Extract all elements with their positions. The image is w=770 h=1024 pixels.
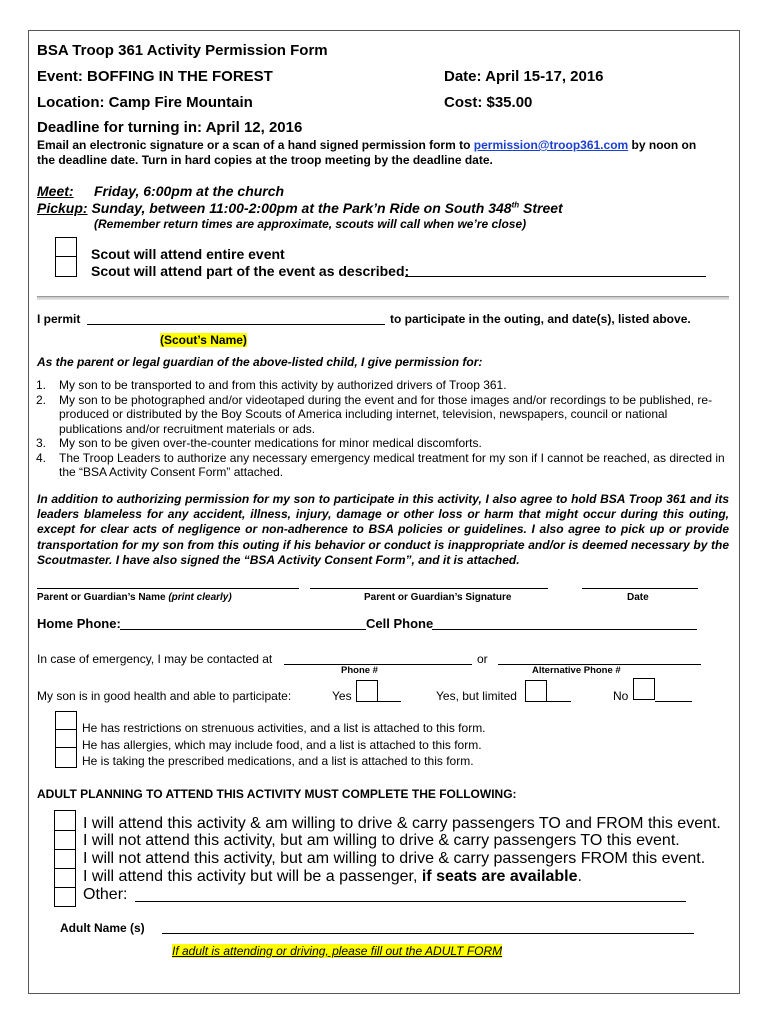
permit-prefix: I permit <box>37 312 81 326</box>
adult-option-2-checkbox[interactable] <box>54 830 76 850</box>
health-no-underline <box>655 701 692 702</box>
list-item: 2. My son to be photographed and/or videotaped during the event and for those images and/or recordings to be published, re-produced or distributed by the Boy Scouts of America including internet, television, newspapers, council or national publications and/or recruitment materials or ads. <box>36 392 713 436</box>
adult-form-note: If adult is attending or driving, please fill out the ADULT FORM <box>172 944 503 958</box>
meet-line: Meet: <box>37 183 74 199</box>
adult-heading: ADULT PLANNING TO ATTEND THIS ACTIVITY MUST COMPLETE THE FOLLOWING: <box>37 787 517 801</box>
attend-part-label: Scout will attend part of the event as described: <box>91 263 410 279</box>
emergency-contact-label: In case of emergency, I may be contacted at <box>37 652 273 666</box>
pickup-line: Pickup: Sunday, between 11:00-2:00pm at the Park’n Ride on South 348th Street <box>37 200 563 216</box>
permit-suffix: to participate in the outing, and date(s), listed above. <box>390 312 691 326</box>
event-date: Date: April 15-17, 2016 <box>444 68 604 85</box>
email-instructions-2: the deadline date. Turn in hard copies at the troop meeting by the deadline date. <box>37 153 493 167</box>
medication-label: He is taking the prescribed medications, and a list is attached to this form. <box>82 754 474 768</box>
home-phone-label: Home Phone: <box>37 616 121 631</box>
list-item: 1. My son to be transported to and from this activity by authorized drivers of Troop 361. <box>36 378 507 392</box>
list-item: 3. My son to be given over-the-counter medications for minor medical discomforts. <box>36 436 482 450</box>
adult-option-2-label: I will not attend this activity, but am willing to drive & carry passengers TO this event. <box>83 832 680 849</box>
attend-entire-label: Scout will attend entire event <box>91 246 285 262</box>
health-no-label: No <box>613 689 629 703</box>
date-label: Date <box>627 592 649 603</box>
list-item: 4. The Troop Leaders to authorize any necessary emergency medical treatment for my son if I cannot be reached, as directed in the “BSA Activity Consent Form” attached. <box>36 450 725 479</box>
adult-name-line[interactable] <box>162 933 694 934</box>
signature-date-line[interactable] <box>582 588 698 589</box>
email-link[interactable]: permission@troop361.com <box>473 138 629 152</box>
attend-part-checkbox[interactable] <box>55 256 77 277</box>
consent-intro: As the parent or legal guardian of the above-listed child, I give permission for: <box>37 355 483 369</box>
consent-list <box>36 378 726 480</box>
health-limited-checkbox[interactable] <box>525 680 547 702</box>
medication-checkbox[interactable] <box>55 747 77 768</box>
adult-other-checkbox[interactable] <box>54 887 76 907</box>
event-cost: Cost: $35.00 <box>444 94 533 111</box>
allergy-label: He has allergies, which may include food, and a list is attached to this form. <box>82 738 482 752</box>
adult-option-3-label: I will not attend this activity, but am willing to drive & carry passengers FROM this event. <box>83 850 706 867</box>
restriction-label: He has restrictions on strenuous activities, and a list is attached to this form. <box>82 721 486 735</box>
adult-option-1-checkbox[interactable] <box>54 810 76 831</box>
return-note: (Remember return times are approximate, scouts will call when we’re close) <box>94 217 527 231</box>
cell-phone-label: Cell Phone <box>366 616 434 631</box>
scout-name-label: (Scout’s Name) <box>160 333 247 347</box>
parent-name-line[interactable] <box>37 588 299 589</box>
health-limited-label: Yes, but limited <box>436 689 517 703</box>
allergy-checkbox[interactable] <box>55 729 77 748</box>
cell-phone-line[interactable] <box>432 629 697 630</box>
attend-entire-checkbox[interactable] <box>55 237 77 257</box>
parent-signature-label: Parent or Guardian’s Signature <box>364 592 512 603</box>
email-instructions: Email an electronic signature or a scan of a hand signed permission form to permission@troop361.com by noon on <box>37 138 697 152</box>
or-label: or <box>477 652 488 666</box>
adult-name-label: Adult Name (s) <box>60 921 145 935</box>
deadline: Deadline for turning in: April 12, 2016 <box>37 119 303 136</box>
health-limited-underline <box>547 701 571 702</box>
phone-number-label: Phone # <box>341 665 378 676</box>
alternative-phone-label: Alternative Phone # <box>532 665 621 676</box>
section-divider <box>37 296 729 300</box>
adult-other-line[interactable] <box>135 901 686 902</box>
adult-option-4-label: I will attend this activity but will be a passenger, if seats are available. <box>83 868 582 885</box>
health-question: My son is in good health and able to participate: <box>37 689 292 703</box>
scout-name-line[interactable] <box>87 324 385 325</box>
emergency-phone-line[interactable] <box>284 664 472 665</box>
health-yes-label: Yes <box>332 689 352 703</box>
adult-option-3-checkbox[interactable] <box>54 849 76 869</box>
adult-option-1-label: I will attend this activity & am willing to drive & carry passengers TO and FROM this event. <box>83 815 721 832</box>
parent-name-label: Parent or Guardian’s Name (print clearly) <box>37 592 232 603</box>
health-yes-underline <box>378 701 401 702</box>
adult-other-label: Other: <box>83 886 128 903</box>
adult-option-4-checkbox[interactable] <box>54 868 76 888</box>
event-name: Event: BOFFING IN THE FOREST <box>37 68 273 85</box>
health-yes-checkbox[interactable] <box>356 680 378 702</box>
parent-signature-line[interactable] <box>310 588 548 589</box>
event-location: Location: Camp Fire Mountain <box>37 94 253 111</box>
liability-paragraph: In addition to authorizing permission for my son to participate in this activity, I also agree to hold BSA Troop 361 and its leaders blameless for any accident, illness, injury, damage or other loss or harm that might occur during this outing, except for clear acts of negligence or non-adherence to BSA policies or guidelines. I also agree to pick up or provide transportation for my son from this outing if his behavior or conduct is inappropriate and/or is deemed necessary by the Scoutmaster. I have also signed the “BSA Activity Consent Form”, and it is attached. <box>37 492 729 567</box>
attend-part-description-line[interactable] <box>405 276 706 277</box>
health-no-checkbox[interactable] <box>633 678 655 700</box>
home-phone-line[interactable] <box>120 629 366 630</box>
restriction-checkbox[interactable] <box>55 711 77 730</box>
form-title: BSA Troop 361 Activity Permission Form <box>37 42 328 59</box>
meet-text: Friday, 6:00pm at the church <box>94 183 285 199</box>
